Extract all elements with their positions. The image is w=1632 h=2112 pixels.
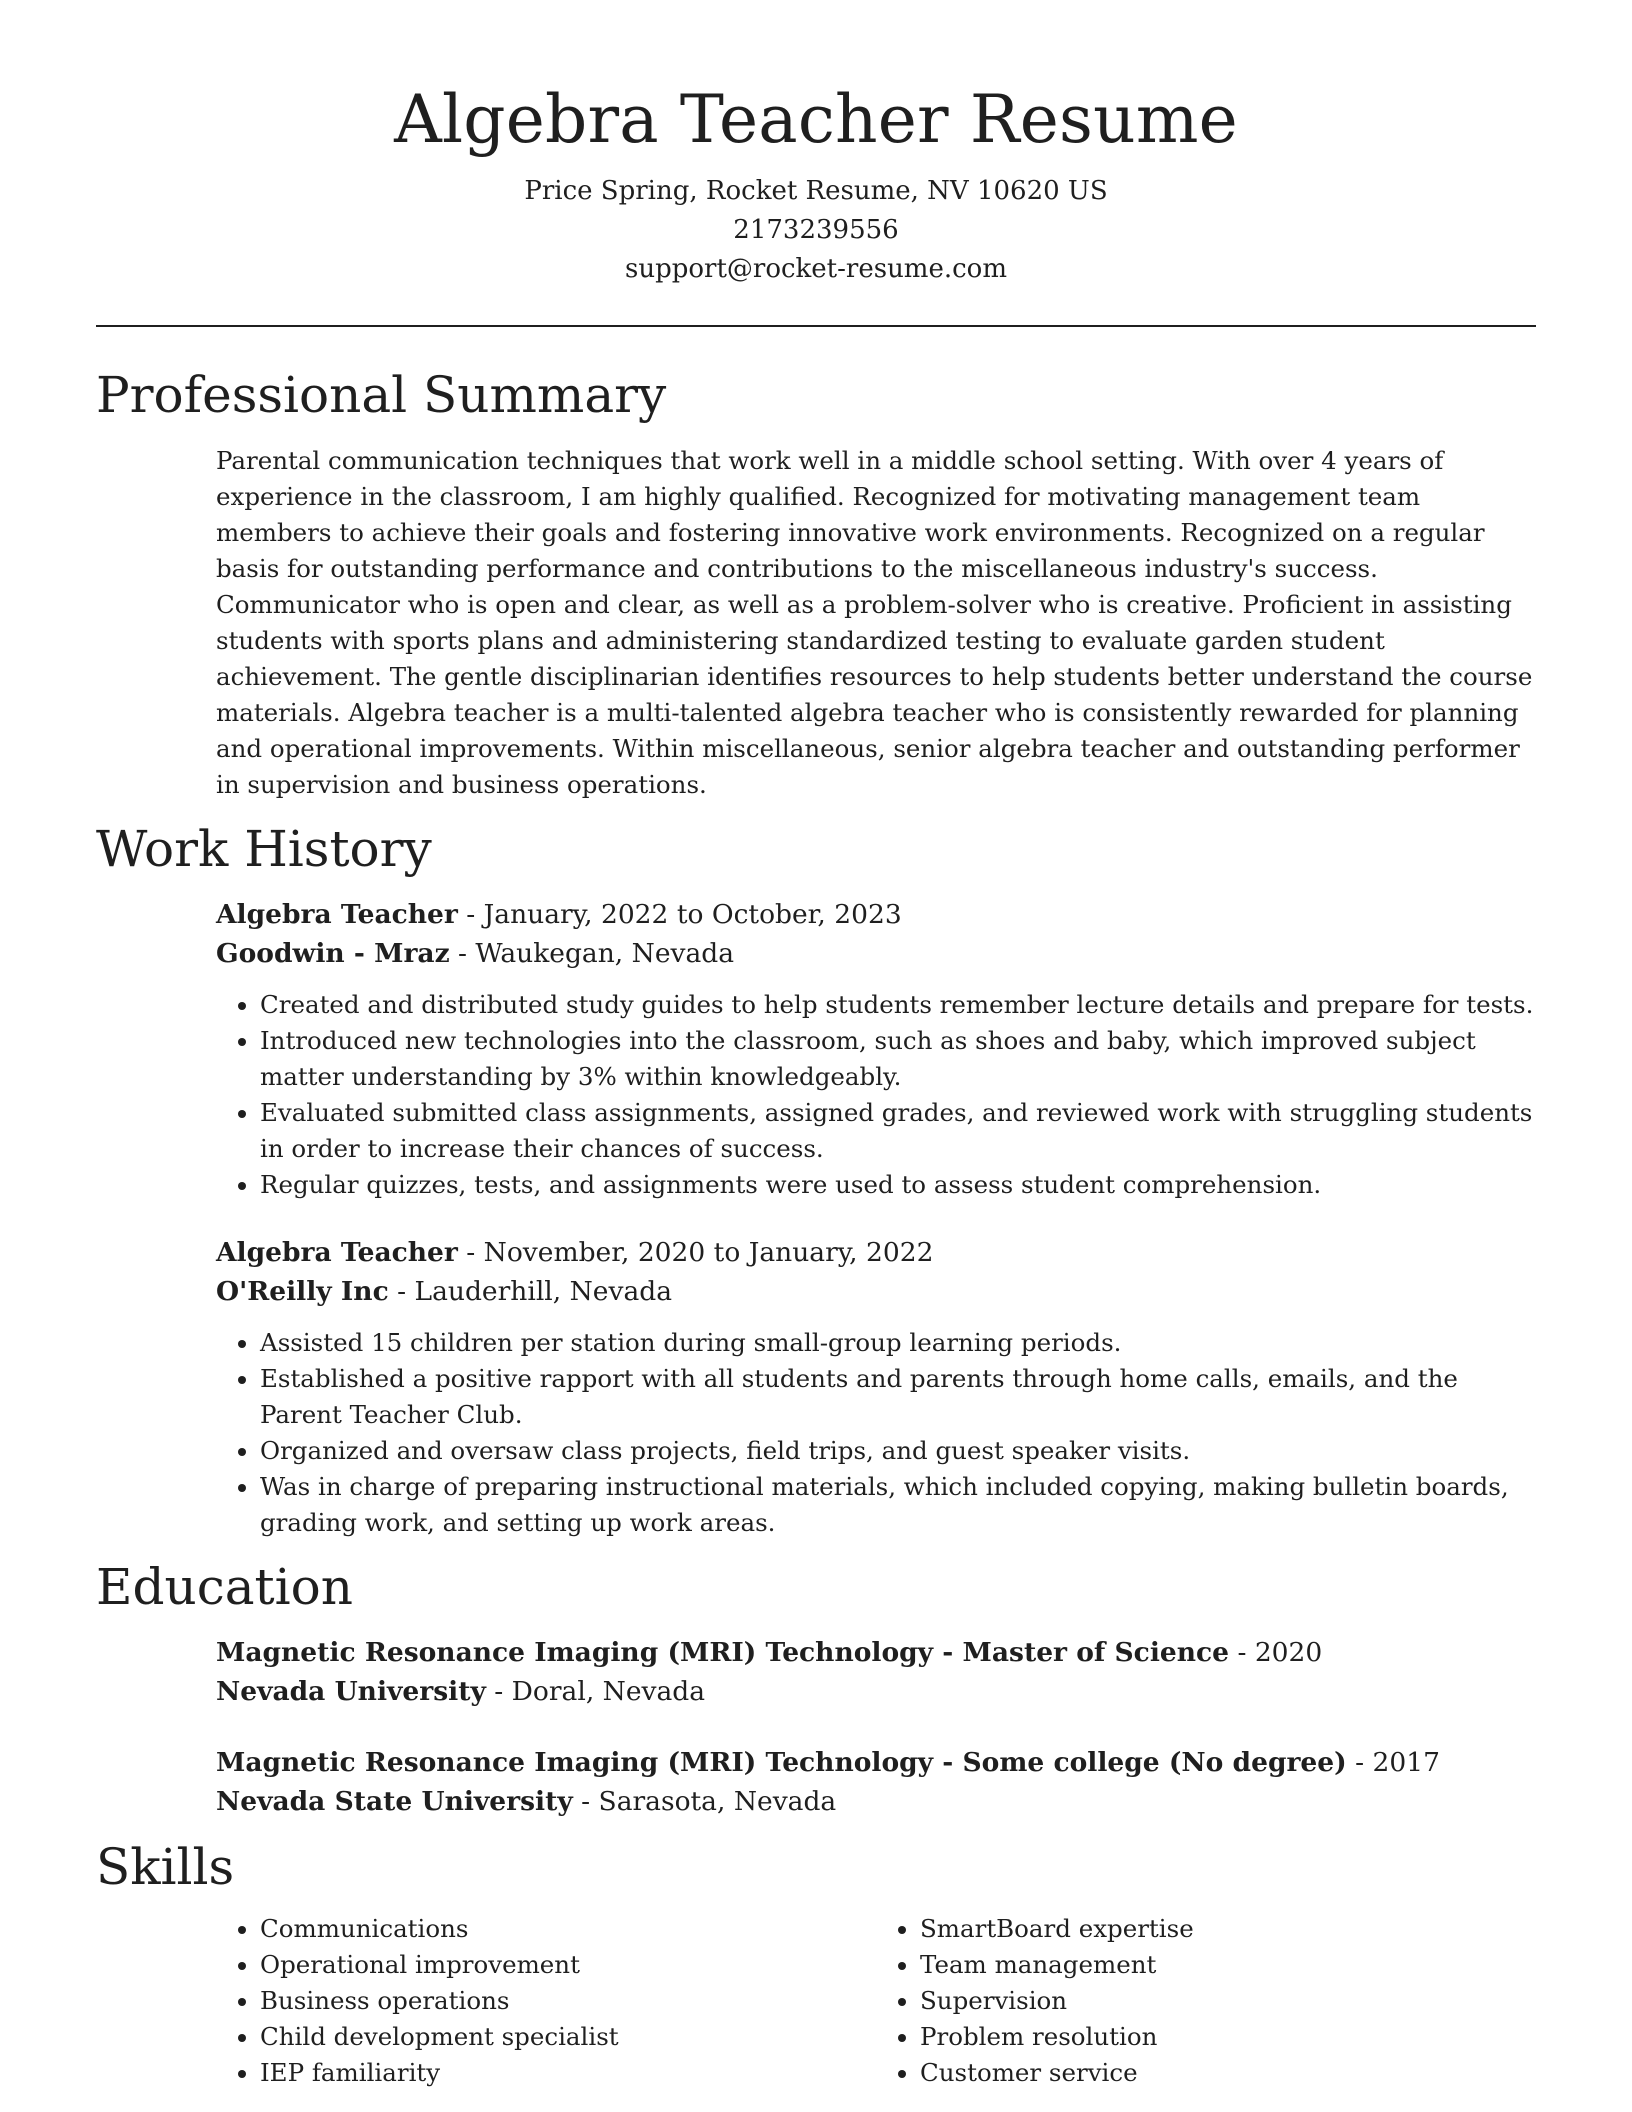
job-company-line xyxy=(216,934,1536,973)
job-title-line xyxy=(216,895,1536,934)
work-history-heading: Work History xyxy=(96,819,432,878)
skills-columns xyxy=(96,1911,1536,2091)
job-location: - Lauderhill, Nevada xyxy=(388,1275,673,1307)
skill-item: • Supervision xyxy=(920,1983,1536,2019)
education-degree-line xyxy=(216,1743,1536,1782)
header-divider xyxy=(96,325,1536,327)
skills-heading: Skills xyxy=(96,1837,235,1896)
skill-item: • Child development specialist xyxy=(260,2019,876,2055)
list-item: • Was in charge of preparing instructional materials, which included copying, making bulletin boards, grading work, and setting up work areas. xyxy=(260,1469,1536,1541)
education-year: - 2020 xyxy=(1229,1636,1323,1668)
skills-list-left xyxy=(216,1911,876,2091)
list-item: • Assisted 15 children per station during small-group learning periods. xyxy=(260,1325,1536,1361)
education-school-line xyxy=(216,1672,1536,1711)
education-degree: - Master of Science xyxy=(933,1636,1230,1668)
education-degree: - Some college (No degree) xyxy=(933,1746,1347,1778)
job-dates: - January, 2022 to October, 2023 xyxy=(457,898,902,930)
skill-item: • Business operations xyxy=(260,1983,876,2019)
education-heading: Education xyxy=(96,1557,353,1616)
resume-header xyxy=(96,82,1536,289)
summary-text: Parental communication techniques that work well in a middle school setting. With over 4 years of experience in the classroom, I am highly qualified. Recognized for motivating management team members to achieve their goals and fostering innovative work environments. Recognized on a regular basis for outstanding performance and contributions to the miscellaneous industry's success. Communicator who is open and clear, as well as a problem-solver who is creative. Proficient in assisting students with sports plans and administering standardized testing to evaluate garden student achievement. The gentle disciplinarian identifies resources to help students better understand the course materials. Algebra teacher is a multi-talented algebra teacher who is consistently rewarded for planning and operational improvements. Within miscellaneous, senior algebra teacher and outstanding performer in supervision and business operations. xyxy=(216,445,1533,799)
skill-item: • Team management xyxy=(920,1947,1536,1983)
education-entry xyxy=(96,1633,1536,1711)
skill-item: • Communications xyxy=(260,1911,876,1947)
summary-heading: Professional Summary xyxy=(96,365,667,424)
work-history-section xyxy=(96,819,1536,1541)
job-bullets xyxy=(216,987,1536,1203)
skills-section xyxy=(96,1837,1536,2091)
job-bullets xyxy=(216,1325,1536,1541)
job-title-line xyxy=(216,1233,1536,1272)
skill-item: • Problem resolution xyxy=(920,2019,1536,2055)
job-entry xyxy=(96,1233,1536,1541)
list-item: • Regular quizzes, tests, and assignments were used to assess student comprehension. xyxy=(260,1167,1536,1203)
education-location: - Doral, Nevada xyxy=(485,1675,706,1707)
list-item: • Established a positive rapport with all students and parents through home calls, emails, and the Parent Teacher Club. xyxy=(260,1361,1536,1433)
contact-address: Price Spring, Rocket Resume, NV 10620 US xyxy=(524,175,1108,206)
list-item: • Created and distributed study guides to help students remember lecture details and prepare for tests. xyxy=(260,987,1536,1023)
education-location: - Sarasota, Nevada xyxy=(572,1785,837,1817)
education-year: - 2017 xyxy=(1346,1746,1440,1778)
education-school-line xyxy=(216,1782,1536,1821)
job-entry xyxy=(96,895,1536,1203)
list-item: • Organized and oversaw class projects, field trips, and guest speaker visits. xyxy=(260,1433,1536,1469)
skill-item: • Operational improvement xyxy=(260,1947,876,1983)
resume-title: Algebra Teacher Resume xyxy=(394,81,1238,158)
education-field: Magnetic Resonance Imaging (MRI) Technology xyxy=(216,1746,934,1778)
education-entry xyxy=(96,1743,1536,1821)
contact-block xyxy=(96,172,1536,289)
contact-email: support@rocket-resume.com xyxy=(624,253,1007,284)
education-school: Nevada University xyxy=(216,1675,486,1707)
job-role: Algebra Teacher xyxy=(216,898,458,930)
education-field: Magnetic Resonance Imaging (MRI) Technology xyxy=(216,1636,934,1668)
job-company: Goodwin - Mraz xyxy=(216,937,450,969)
skill-item: • SmartBoard expertise xyxy=(920,1911,1536,1947)
job-dates: - November, 2020 to January, 2022 xyxy=(457,1236,934,1268)
skills-list-right xyxy=(876,1911,1536,2091)
list-item: • Evaluated submitted class assignments, assigned grades, and reviewed work with struggling students in order to increase their chances of success. xyxy=(260,1095,1536,1167)
education-section xyxy=(96,1557,1536,1821)
job-role: Algebra Teacher xyxy=(216,1236,458,1268)
job-company: O'Reilly Inc xyxy=(216,1275,389,1307)
contact-phone: 2173239556 xyxy=(733,214,899,245)
job-location: - Waukegan, Nevada xyxy=(449,937,735,969)
summary-section xyxy=(96,365,1536,803)
skill-item: • IEP familiarity xyxy=(260,2055,876,2091)
job-company-line xyxy=(216,1272,1536,1311)
list-item: • Introduced new technologies into the classroom, such as shoes and baby, which improved subject matter understanding by 3% within knowledgeably. xyxy=(260,1023,1536,1095)
skill-item: • Customer service xyxy=(920,2055,1536,2091)
education-school: Nevada State University xyxy=(216,1785,573,1817)
education-degree-line xyxy=(216,1633,1536,1672)
